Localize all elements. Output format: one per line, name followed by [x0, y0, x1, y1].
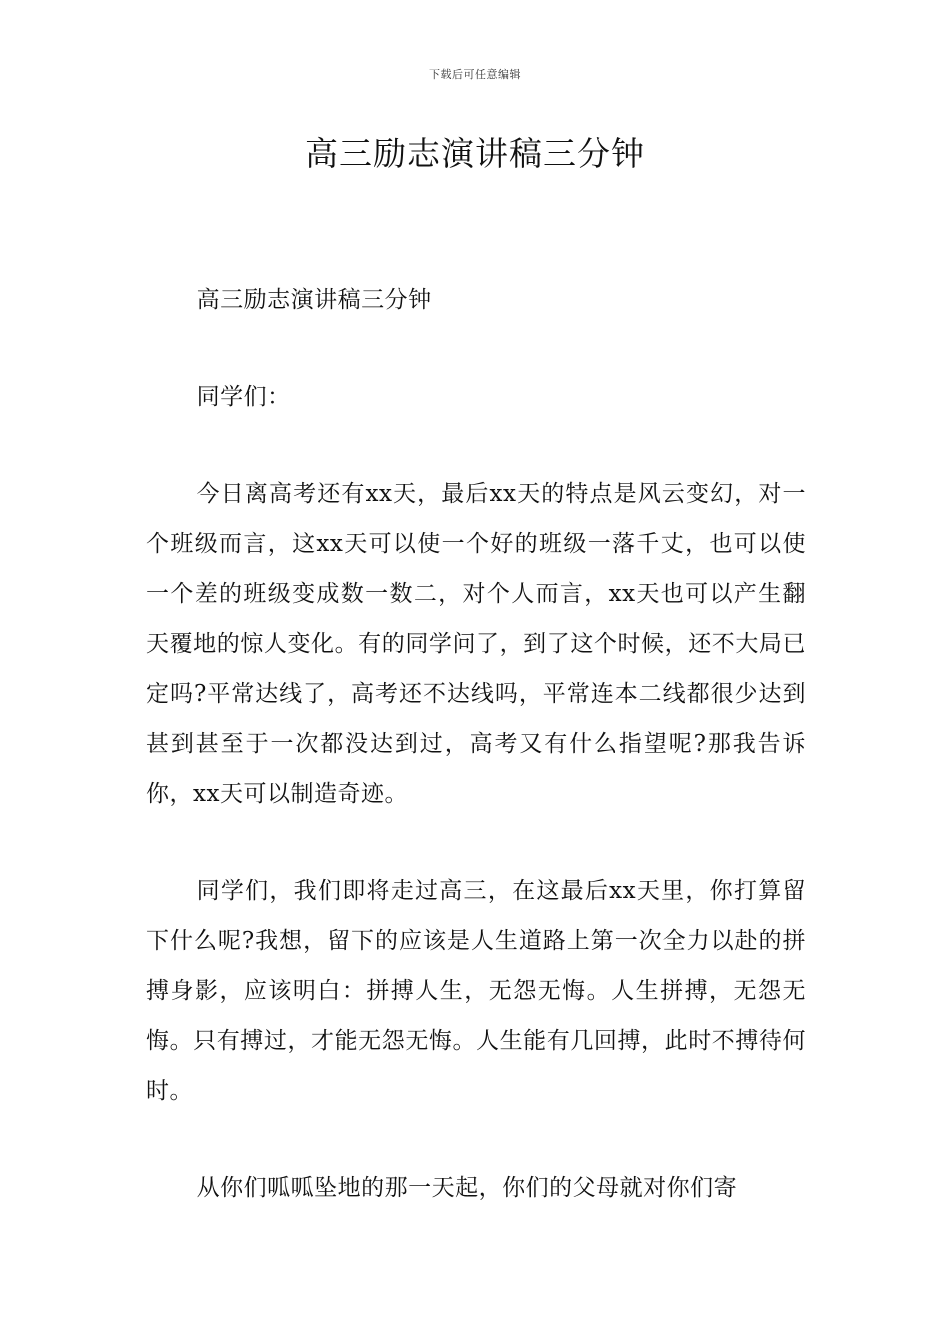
header-note: 下载后可任意编辑	[429, 68, 521, 81]
paragraph-body-1: 今日离高考还有xx天，最后xx天的特点是风云变幻，对一个班级而言，这xx天可以使一个好的班级一落千丈，也可以使一个差的班级变成数一数二，对个人而言，xx天也可以产生翻天覆地的惊人变化。有的同学问了，到了这个时候，还不大局已定吗?平常达线了，高考还不达线吗，平常连本二线都很少达到甚到甚至于一次都没达到过，高考又有什么指望呢?那我告诉你，xx天可以制造奇迹。	[146, 481, 806, 807]
document-body	[146, 275, 806, 1213]
document-title: 高三励志演讲稿三分钟	[305, 134, 645, 173]
paragraph-subtitle: 高三励志演讲稿三分钟	[196, 287, 432, 313]
paragraph-body-2: 同学们，我们即将走过高三，在这最后xx天里，你打算留下什么呢?我想，留下的应该是人生道路上第一次全力以赴的拼搏身影，应该明白：拼搏人生，无怨无悔。人生拼搏，无怨无悔。只有搏过，才能无怨无悔。人生能有几回搏，此时不搏待何时。	[146, 878, 806, 1104]
paragraph-greeting: 同学们：	[196, 384, 291, 410]
paragraph-body-3: 从你们呱呱坠地的那一天起，你们的父母就对你们寄	[196, 1175, 738, 1201]
